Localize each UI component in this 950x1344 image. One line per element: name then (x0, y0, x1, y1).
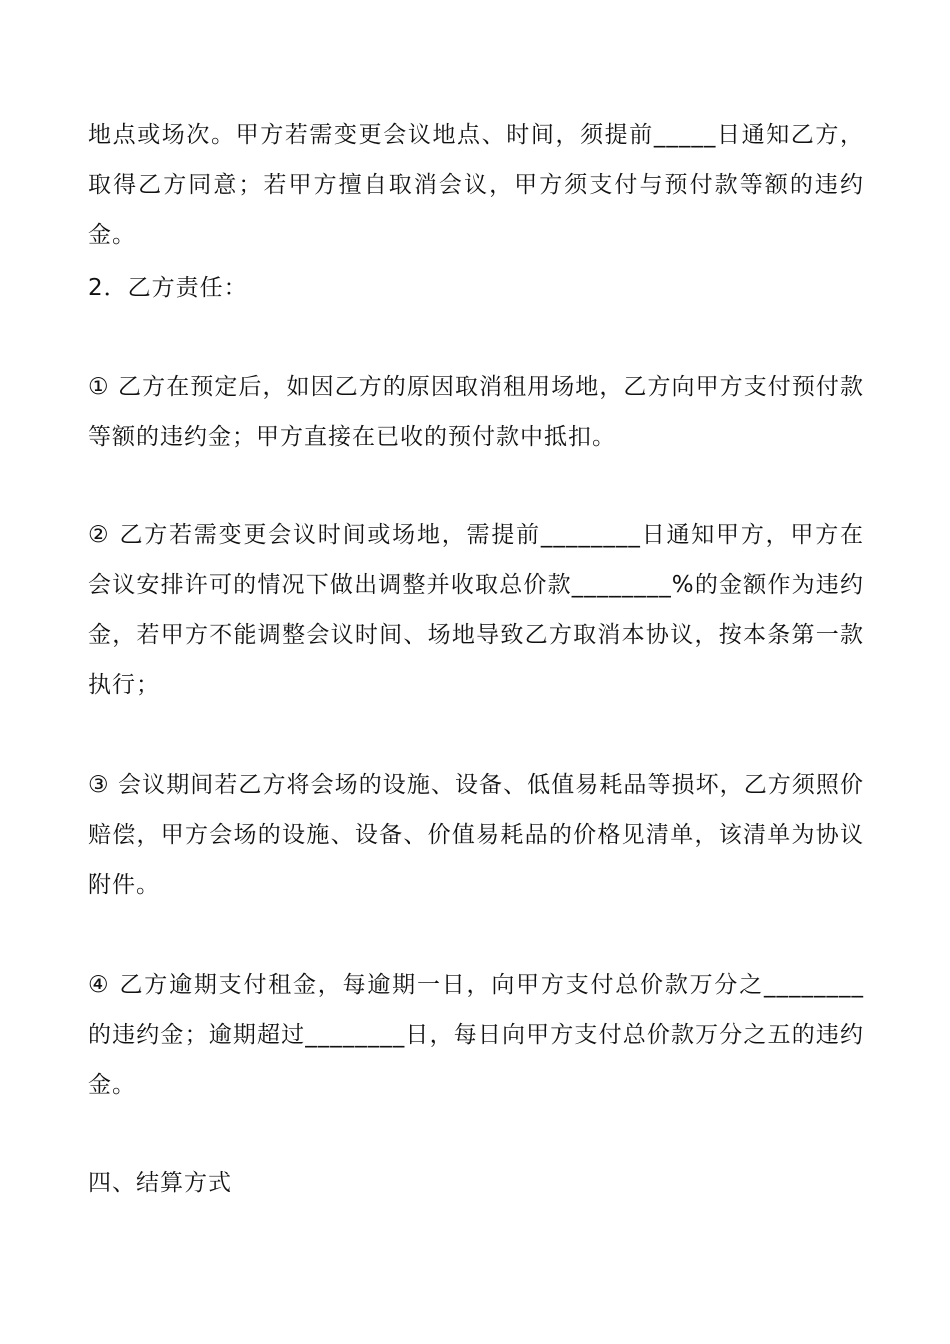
clause-party-b-late-payment: ④ 乙方逾期支付租金，每逾期一日，向甲方支付总价款万分之________的违约金；逾期超过________日，每日向甲方支付总价款万分之五的违约金。 (88, 972, 864, 1098)
clause-party-b-damage-compensation: ③ 会议期间若乙方将会场的设施、设备、低值易耗品等损坏，乙方须照价赔偿，甲方会场的设施、设备、价值易耗品的价格见清单，该清单为协议附件。 (88, 772, 864, 898)
clause-party-a-change-notice: 地点或场次。甲方若需变更会议地点、时间，须提前_____日通知乙方，取得乙方同意；若甲方擅自取消会议，甲方须支付与预付款等额的违约金。 (88, 122, 864, 248)
section-heading-party-b-responsibility: 2．乙方责任： (88, 275, 248, 301)
clause-party-b-change-request: ② 乙方若需变更会议时间或场地，需提前________日通知甲方，甲方在会议安排许可的情况下做出调整并收取总价款________%的金额作为违约金，若甲方不能调整会议时间、场地导致乙方取消本协议，按本条第一款执行； (88, 522, 864, 698)
section-heading-settlement-method: 四、结算方式 (88, 1170, 232, 1196)
clause-party-b-cancellation: ① 乙方在预定后，如因乙方的原因取消租用场地，乙方向甲方支付预付款等额的违约金；甲方直接在已收的预付款中抵扣。 (88, 374, 864, 450)
